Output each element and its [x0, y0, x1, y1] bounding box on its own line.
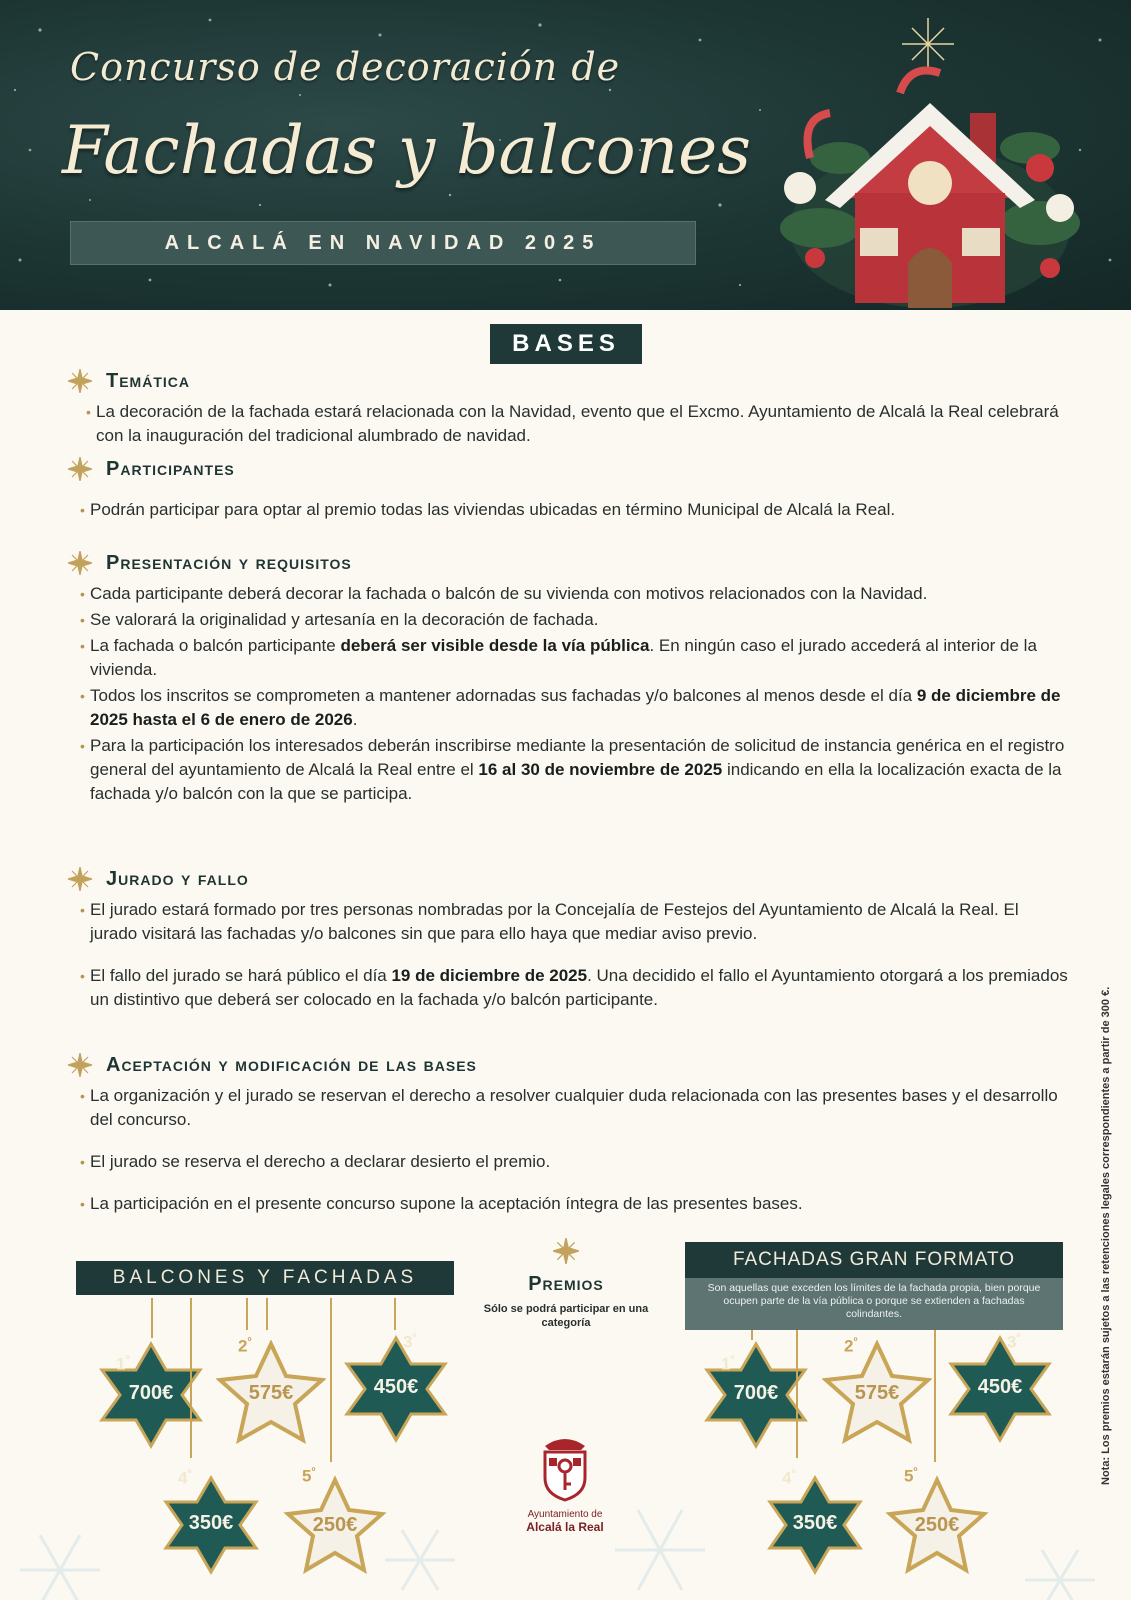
star-icon [68, 457, 92, 481]
premios-note: Sólo se podrá participar en una categoría [483, 1303, 649, 1329]
ornament-string [246, 1298, 248, 1330]
side-note [1086, 895, 1110, 1485]
category-label-text: FACHADAS GRAN FORMATO [732, 1249, 1016, 1270]
prize-rank: $2^º$ [238, 1336, 252, 1356]
prize-rank: $1^º$ [116, 1354, 130, 1374]
item-bold: deberá ser visible desde la vía pública [340, 636, 650, 655]
list-item: • La organización y el jurado se reservan el derecho a resolver cualquier duda relacionada con las presentes bases y el desarrollo del concurso. [80, 1084, 1068, 1132]
category-description: Son aquellas que exceden los límites de la fachada propia, bien porque ocupen parte de la vía pública o porque se extienden a fachadas colindantes. [707, 1282, 1041, 1320]
ornament-string [330, 1298, 332, 1462]
section-jurado [68, 864, 1068, 1014]
ornament-string [266, 1298, 268, 1330]
list-item [80, 684, 1068, 732]
bases-label [490, 324, 642, 364]
prize-ornament-5 [280, 1466, 390, 1582]
sparkle-icon [902, 18, 954, 70]
title-line-2: Fachadas y balcones [62, 112, 752, 189]
section-title: Participantes [106, 457, 235, 480]
prize-ornament-2 [822, 1336, 932, 1450]
prize-amount: 700€ [733, 1382, 779, 1404]
section-title: Aceptación y modificación de las bases [106, 1053, 477, 1076]
category-header [685, 1242, 1063, 1278]
item-text: . [352, 710, 358, 729]
item-bold: 9 de diciembre de 2025 hasta el 6 de enero de 2026 [90, 686, 1061, 729]
list-item: • El jurado estará formado por tres personas nombradas por la Concejalía de Festejos del Ayuntamiento de Alcalá la Real. El jurado visitará las fachadas y/o balcones sin que para ello haya que mediar aviso previo. [80, 898, 1068, 946]
premios-title: Premios [528, 1273, 604, 1295]
list-item [80, 964, 1068, 1012]
prize-rank: $2^º$ [844, 1336, 858, 1356]
list-item [80, 634, 1068, 682]
star-icon [68, 551, 92, 575]
star-icon [68, 1053, 92, 1077]
section-participantes [68, 454, 1068, 524]
prize-ornament-3 [945, 1334, 1055, 1444]
logo-line-2: Alcalá la Real [526, 1520, 604, 1534]
subtitle-bar [70, 221, 696, 265]
item-text: Para la participación los interesados deberán inscribirse mediante la presentación de solicitud de instancia genérica en el registro general del ayuntamiento de Alcalá la Real entre el [90, 736, 1065, 779]
prize-amount: 450€ [373, 1376, 419, 1398]
premios-block [476, 1238, 656, 1330]
category-balcones-label [76, 1261, 454, 1295]
coat-of-arms-icon [537, 1432, 593, 1502]
list-item: • Cada participante deberá decorar la fachada o balcón de su vivienda con motivos relacionados con la Navidad. [80, 582, 1068, 606]
category-label-text: BALCONES Y FACHADAS [112, 1267, 418, 1288]
item-text: Todos los inscritos se comprometen a mantener adornadas sus fachadas y/o balcones al menos desde el día [90, 686, 917, 705]
title-line-1: Concurso de decoración de [70, 45, 621, 89]
prize-rank: $4^º$ [782, 1468, 796, 1488]
prize-amount: 250€ [312, 1514, 358, 1536]
star-icon [68, 867, 92, 891]
item-text: indicando en ella la localización exacta de la fachada y/o balcón con la que se participa. [90, 760, 1062, 803]
bases-text: BASES [512, 330, 620, 357]
side-note-text: Nota: Los premios estarán sujetos a las retenciones legales correspondientes a partir de 300 €. [1100, 986, 1112, 1485]
logo-line-1: Ayuntamiento de [527, 1509, 603, 1520]
christmas-house-illustration [780, 18, 1080, 308]
list-item: • Podrán participar para optar al premio todas las viviendas ubicadas en término Municipal de Alcalá la Real. [80, 498, 1068, 522]
header-banner [0, 0, 1131, 310]
list-item: • Se valorará la originalidad y artesanía en la decoración de fachada. [80, 608, 1068, 632]
star-icon [553, 1238, 579, 1264]
ornament-string [796, 1330, 798, 1458]
ornament-string [751, 1330, 753, 1340]
prize-ornament-1 [701, 1340, 811, 1450]
item-text: . En ningún caso el jurado accederá al interior de la vivienda. [90, 636, 1037, 679]
section-title: Temática [106, 369, 190, 392]
prize-rank: $3^º$ [403, 1332, 417, 1352]
prize-amount: 575€ [248, 1382, 294, 1404]
prize-rank: $4^º$ [178, 1468, 192, 1488]
section-presentacion [68, 548, 1068, 808]
list-item: • La decoración de la fachada estará relacionada con la Navidad, evento que el Excmo. Ayuntamiento de Alcalá la Real celebrará con la inauguración del tradicional alumbrado de navidad. [86, 400, 1068, 448]
prize-rank: $5^º$ [904, 1466, 918, 1486]
prize-amount: 450€ [977, 1376, 1023, 1398]
prize-ornament-5 [882, 1466, 992, 1582]
prize-rank: $1^º$ [721, 1354, 735, 1374]
item-bold: 19 de diciembre de 2025 [391, 966, 588, 985]
prize-ornament-4 [760, 1470, 870, 1580]
ornament-string [151, 1298, 153, 1338]
ornament-string [934, 1330, 936, 1462]
ornament-string [190, 1298, 192, 1458]
section-title: Presentación y requisitos [106, 551, 352, 574]
subtitle-text: ALCALÁ EN NAVIDAD 2025 [164, 231, 602, 254]
prize-amount: 575€ [854, 1382, 900, 1404]
prize-amount: 700€ [128, 1382, 174, 1404]
item-text: El fallo del jurado se hará público el día [90, 966, 392, 985]
list-item: • La participación en el presente concurso supone la aceptación íntegra de las presentes bases. [80, 1192, 1068, 1216]
prize-ornament-3 [341, 1334, 451, 1444]
prize-ornament-4 [156, 1470, 266, 1580]
list-item: • El jurado se reserva el derecho a declarar desierto el premio. [80, 1150, 1068, 1174]
list-item [80, 734, 1068, 806]
ayuntamiento-logo [520, 1432, 610, 1534]
prize-amount: 350€ [792, 1512, 838, 1534]
ornament-string [394, 1298, 396, 1330]
section-aceptacion [68, 1050, 1068, 1218]
prize-rank: $3^º$ [1007, 1332, 1021, 1352]
item-text: . Una decidido el fallo el Ayuntamiento otorgará a los premiados un distintivo que deberá ser colocado en la fachada y/o balcón participante. [90, 966, 1068, 1009]
item-bold: 16 al 30 de noviembre de 2025 [478, 760, 723, 779]
item-text: La fachada o balcón participante [90, 636, 341, 655]
section-tematica [68, 366, 1068, 450]
prize-ornament-2 [216, 1336, 326, 1450]
prize-amount: 250€ [914, 1514, 960, 1536]
prize-rank: $5^º$ [302, 1466, 316, 1486]
star-icon [68, 369, 92, 393]
prize-amount: 350€ [188, 1512, 234, 1534]
category-gran-formato-label [685, 1242, 1063, 1330]
section-title: Jurado y fallo [106, 867, 249, 890]
